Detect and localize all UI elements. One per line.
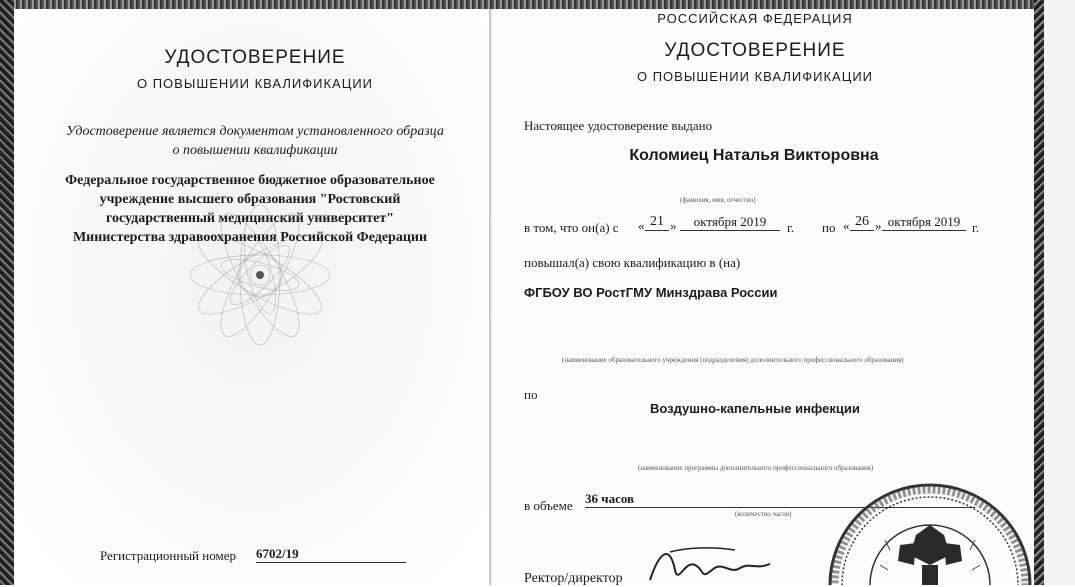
- end-day: 26: [850, 214, 874, 231]
- period-by-label: по: [822, 220, 836, 235]
- document-frame-edge: [1044, 0, 1075, 585]
- end-month-year: октября 2019: [882, 214, 966, 231]
- volume-caption: (количество часов): [735, 510, 792, 518]
- start-quote-close: »: [670, 218, 677, 233]
- end-year-suffix: г.: [972, 220, 980, 235]
- recipient-name-caption: (фамилия, имя, отчество): [680, 196, 756, 204]
- issued-to-label: Настоящее удостоверение выдано: [524, 118, 713, 133]
- document-frame-top: [0, 0, 1075, 9]
- start-year-suffix: г.: [787, 220, 795, 235]
- volume-label: в объеме: [524, 498, 573, 513]
- organization-caption: (наименование образовательного учреждения (подразделения) дополнительного профессионального образования): [562, 356, 904, 364]
- institution-line1: Федеральное государственное бюджетное образовательное: [65, 173, 435, 188]
- signature-icon: [640, 540, 780, 585]
- left-note-line2: о повышении квалификации: [172, 143, 338, 158]
- end-quote-open: «: [843, 218, 850, 233]
- volume-value: 36 часов: [585, 491, 975, 508]
- recipient-name: Коломиец Наталья Викторовна: [629, 147, 879, 164]
- country-label: РОССИЙСКАЯ ФЕДЕРАЦИЯ: [657, 11, 853, 26]
- organization-name: ФГБОУ ВО РостГМУ Минздрава России: [524, 285, 778, 300]
- left-title: УДОСТОВЕРЕНИЕ: [164, 47, 346, 68]
- program-caption: (наименование программы дополнительного профессионального образования): [638, 464, 874, 472]
- document-frame-right: [1034, 0, 1044, 585]
- program-name: Воздушно-капельные инфекции: [650, 401, 860, 416]
- page-fold: [489, 9, 492, 585]
- institution-line4: Министерства здравоохранения Российской Федерации: [72, 230, 428, 245]
- institution-line2: учреждение высшего образования "Ростовский: [99, 192, 401, 207]
- left-subtitle: О ПОВЫШЕНИИ КВАЛИФИКАЦИИ: [136, 76, 374, 91]
- registration-label: Регистрационный номер: [100, 548, 236, 563]
- registration-number: 6702/19: [256, 546, 406, 563]
- end-quote-close: »: [875, 218, 882, 233]
- program-label: по: [524, 387, 538, 402]
- improved-label: повышал(а) свою квалификацию в (на): [524, 255, 741, 270]
- institution-line3: государственный медицинский университет": [105, 211, 395, 226]
- right-subtitle: О ПОВЫШЕНИИ КВАЛИФИКАЦИИ: [636, 69, 874, 84]
- start-day: 21: [645, 214, 669, 231]
- document-frame-left: [0, 0, 14, 585]
- signatory-label: Ректор/директор: [524, 571, 623, 586]
- period-prefix: в том, что он(а) с: [524, 220, 619, 235]
- official-seal-icon: [820, 470, 1035, 585]
- start-month-year: октября 2019: [680, 214, 780, 231]
- right-title: УДОСТОВЕРЕНИЕ: [664, 40, 846, 61]
- left-note-line1: Удостоверение является документом установленного образца: [66, 124, 444, 139]
- start-quote-open: «: [638, 218, 645, 233]
